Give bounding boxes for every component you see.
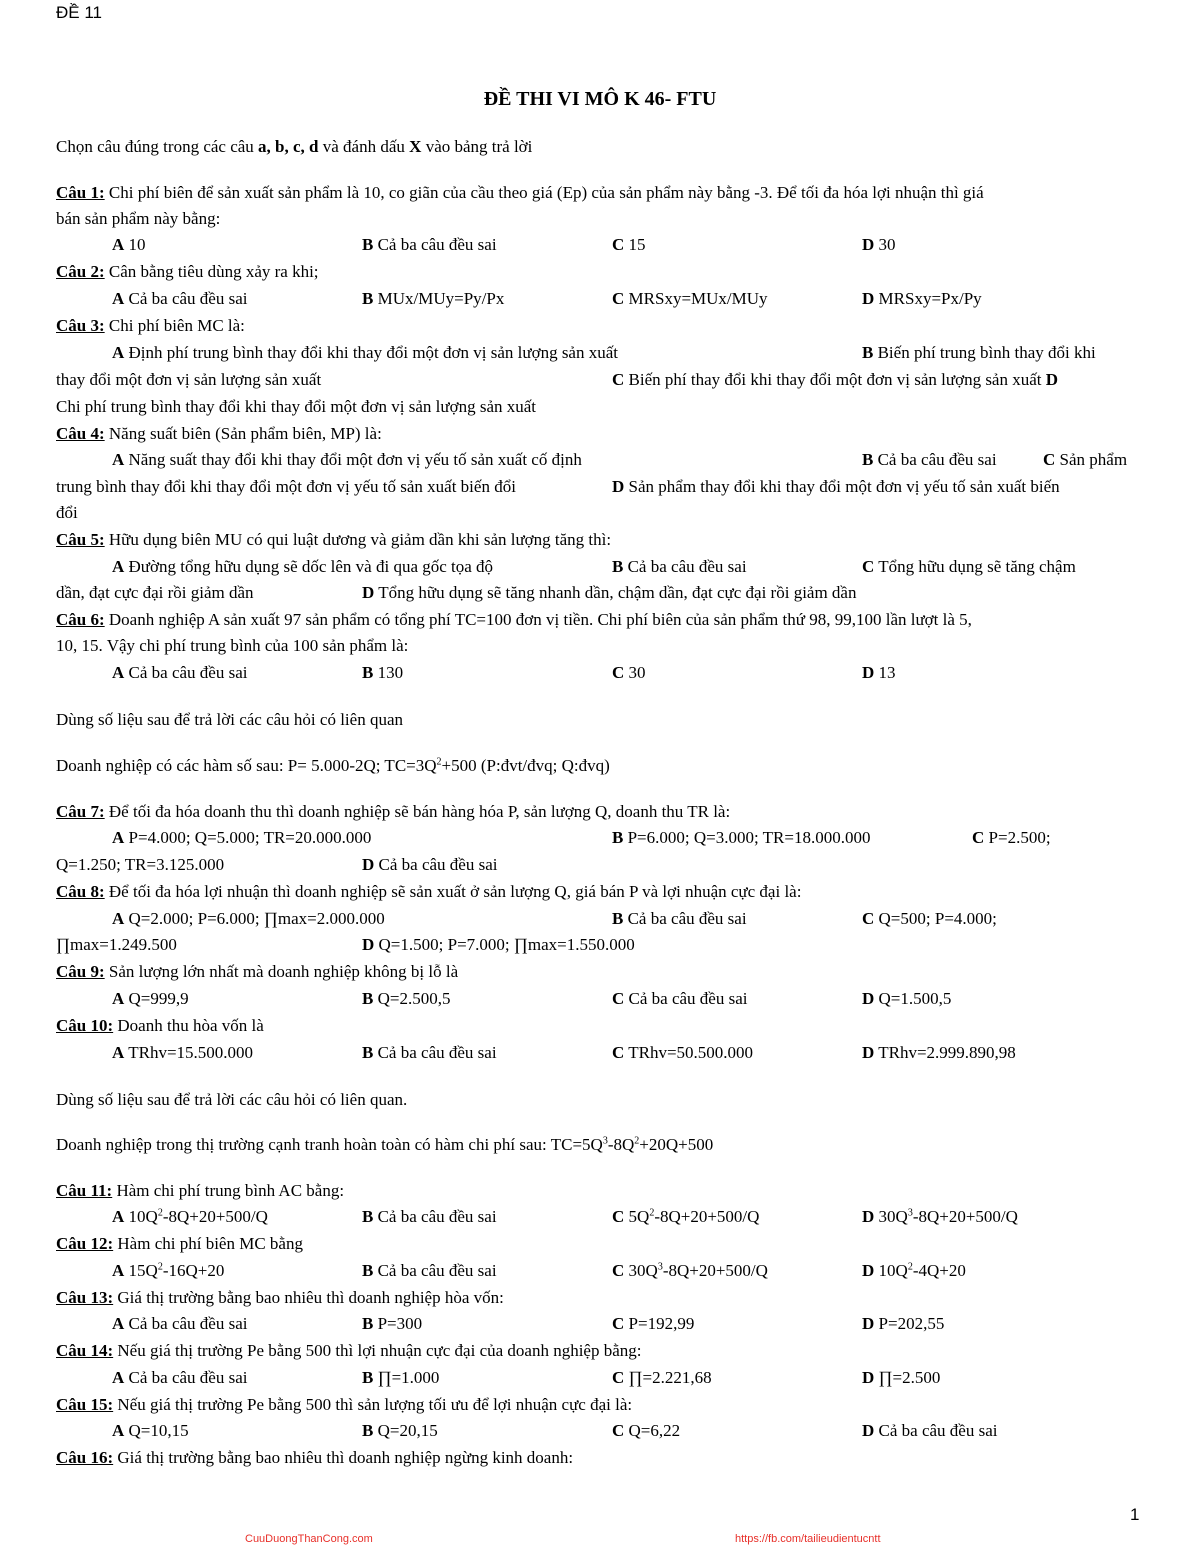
q10-option-c: C TRhv=50.500.000 <box>612 1043 754 1062</box>
demand-cost-functions: Doanh nghiệp có các hàm số sau: P= 5.000-2Q; $TC=3Q^2+500$ (P:đvt/đvq; Q:đvq) <box>56 756 610 775</box>
question-5: Câu 5: Hữu dụng biên MU có qui luật dương và giảm dần khi sản lượng tăng thì: <box>56 530 612 549</box>
q7-option-b: B P=6.000; Q=3.000; TR=18.000.000 <box>612 828 871 847</box>
q8-option-d: D Q=1.500; P=7.000; ∏max=1.550.000 <box>362 935 635 954</box>
q3-option-d: Chi phí trung bình thay đổi khi thay đổi một đơn vị sản lượng sản xuất <box>56 397 537 416</box>
q6-option-b: B 130 <box>362 663 404 682</box>
question-13: Câu 13: Giá thị trường bằng bao nhiêu thì doanh nghiệp hòa vốn: <box>56 1288 504 1307</box>
q4-option-d-cont: đổi <box>56 503 78 522</box>
q8-option-c-cont: ∏max=1.249.500 <box>56 935 177 954</box>
q5-option-c-cont: dần, đạt cực đại rồi giảm dần <box>56 583 254 602</box>
q10-option-a: A TRhv=15.500.000 <box>112 1043 254 1062</box>
q7-option-c-cont: Q=1.250; TR=3.125.000 <box>56 855 225 874</box>
q3-option-a: A Định phí trung bình thay đổi khi thay đổi một đơn vị sản lượng sản xuất <box>112 343 618 362</box>
q14-option-b: B ∏=1.000 <box>362 1368 440 1387</box>
q11-option-a: A $10Q^2-8Q+20+500/Q$ <box>112 1207 268 1226</box>
q11-option-b: B Cả ba câu đều sai <box>362 1207 497 1226</box>
question-6-cont: 10, 15. Vậy chi phí trung bình của 100 sản phẩm là: <box>56 636 409 655</box>
q6-option-c: C 30 <box>612 663 646 682</box>
q15-option-c: C Q=6,22 <box>612 1421 681 1440</box>
q14-option-d: D ∏=2.500 <box>862 1368 941 1387</box>
q8-option-c: C Q=500; P=4.000; <box>862 909 997 928</box>
q11-option-c: C $5Q^2-8Q+20+500/Q$ <box>612 1207 760 1226</box>
q12-option-d: D $10Q^2-4Q+20$ <box>862 1261 966 1280</box>
data-intro-1: Dùng số liệu sau để trả lời các câu hỏi có liên quan <box>56 710 403 729</box>
document-code: ĐỀ 11 <box>56 3 102 22</box>
q5-option-d: D Tổng hữu dụng sẽ tăng nhanh dần, chậm dần, đạt cực đại rồi giảm dần <box>362 583 857 602</box>
q2-option-b: B MUx/MUy=Py/Px <box>362 289 505 308</box>
q14-option-a: A Cả ba câu đều sai <box>112 1368 248 1387</box>
question-15: Câu 15: Nếu giá thị trường Pe bằng 500 thì sản lượng tối ưu để lợi nhuận cực đại là: <box>56 1395 633 1414</box>
question-9: Câu 9: Sản lượng lớn nhất mà doanh nghiệp không bị lỗ là <box>56 962 459 981</box>
q8-option-b: B Cả ba câu đều sai <box>612 909 747 928</box>
q2-option-c: C MRSxy=MUx/MUy <box>612 289 768 308</box>
q4-option-d: D Sản phẩm thay đổi khi thay đổi một đơn vị yếu tố sản xuất biến <box>612 477 1060 496</box>
q6-option-d: D 13 <box>862 663 896 682</box>
q1-option-d: D 30 <box>862 235 896 254</box>
question-7: Câu 7: Để tối đa hóa doanh thu thì doanh nghiệp sẽ bán hàng hóa P, sản lượng Q, doanh thu TR là: <box>56 802 731 821</box>
q9-option-a: A Q=999,9 <box>112 989 189 1008</box>
question-2: Câu 2: Cân bằng tiêu dùng xảy ra khi; <box>56 262 319 281</box>
question-1-cont: bán sản phẩm này bằng: <box>56 209 221 228</box>
q1-option-c: C 15 <box>612 235 646 254</box>
q10-option-b: B Cả ba câu đều sai <box>362 1043 497 1062</box>
q7-option-d: D Cả ba câu đều sai <box>362 855 498 874</box>
q12-option-b: B Cả ba câu đều sai <box>362 1261 497 1280</box>
q4-option-b: B Cả ba câu đều sai <box>862 450 997 469</box>
q3-option-b: B Biến phí trung bình thay đổi khi <box>862 343 1096 362</box>
page-title: ĐỀ THI VI MÔ K 46- FTU <box>483 88 717 110</box>
q2-option-a: A Cả ba câu đều sai <box>112 289 248 308</box>
question-16: Câu 16: Giá thị trường bằng bao nhiêu thì doanh nghiệp ngừng kinh doanh: <box>56 1448 574 1467</box>
instruction: Chọn câu đúng trong các câu a, b, c, d và đánh dấu X vào bảng trả lời <box>56 137 533 156</box>
data-intro-2: Dùng số liệu sau để trả lời các câu hỏi có liên quan. <box>56 1090 408 1109</box>
q13-option-c: C P=192,99 <box>612 1314 695 1333</box>
q9-option-b: B Q=2.500,5 <box>362 989 451 1008</box>
q10-option-d: D TRhv=2.999.890,98 <box>862 1043 1016 1062</box>
question-10: Câu 10: Doanh thu hòa vốn là <box>56 1016 264 1035</box>
q5-option-c: C Tổng hữu dụng sẽ tăng chậm <box>862 557 1076 576</box>
q12-option-c: C $30Q^3-8Q+20+500/Q$ <box>612 1261 768 1280</box>
q1-option-b: B Cả ba câu đều sai <box>362 235 497 254</box>
footer-facebook-link[interactable]: https://fb.com/tailieudientucntt <box>735 1533 881 1545</box>
q13-option-a: A Cả ba câu đều sai <box>112 1314 248 1333</box>
q9-option-d: D Q=1.500,5 <box>862 989 952 1008</box>
q8-option-a: A Q=2.000; P=6.000; ∏max=2.000.000 <box>112 909 385 928</box>
q7-option-c: C P=2.500; <box>972 828 1051 847</box>
q15-option-b: B Q=20,15 <box>362 1421 438 1440</box>
question-8: Câu 8: Để tối đa hóa lợi nhuận thì doanh nghiệp sẽ sản xuất ở sản lượng Q, giá bán P và lợi nhuận cực đại là: <box>56 882 802 901</box>
q3-option-c: C Biến phí thay đổi khi thay đổi một đơn vị sản lượng sản xuất D <box>612 370 1059 389</box>
question-1: Câu 1: Chi phí biên để sản xuất sản phẩm là 10, co giãn của cầu theo giá (Ep) của sản phẩm này bằng -3. Để tối đa hóa lợi nhuận thì giá <box>56 183 984 202</box>
q2-option-d: D MRSxy=Px/Py <box>862 289 982 308</box>
question-11: Câu 11: Hàm chi phí trung bình AC bằng: <box>56 1181 345 1200</box>
question-4: Câu 4: Năng suất biên (Sản phẩm biên, MP) là: <box>56 424 382 443</box>
q13-option-b: B P=300 <box>362 1314 423 1333</box>
page-number: 1 <box>1130 1505 1140 1524</box>
q15-option-d: D Cả ba câu đều sai <box>862 1421 998 1440</box>
q4-option-a: A Năng suất thay đổi khi thay đổi một đơn vị yếu tố sản xuất cố định <box>112 450 582 469</box>
question-14: Câu 14: Nếu giá thị trường Pe bằng 500 thì lợi nhuận cực đại của doanh nghiệp bằng: <box>56 1341 642 1360</box>
q4-option-c-cont: trung bình thay đổi khi thay đổi một đơn vị yếu tố sản xuất biến đổi <box>56 477 516 496</box>
q12-option-a: A $15Q^2-16Q+20$ <box>112 1261 225 1280</box>
q13-option-d: D P=202,55 <box>862 1314 945 1333</box>
q14-option-c: C ∏=2.221,68 <box>612 1368 712 1387</box>
q15-option-a: A Q=10,15 <box>112 1421 189 1440</box>
q1-option-a: A 10 <box>112 235 146 254</box>
question-12: Câu 12: Hàm chi phí biên MC bằng <box>56 1234 303 1253</box>
cost-function: Doanh nghiệp trong thị trường cạnh tranh hoàn toàn có hàm chi phí sau: $TC=5Q^3-8Q^2+20Q+500$ <box>56 1135 714 1154</box>
footer-source-link[interactable]: CuuDuongThanCong.com <box>245 1533 373 1545</box>
q9-option-c: C Cả ba câu đều sai <box>612 989 748 1008</box>
question-3: Câu 3: Chi phí biên MC là: <box>56 316 245 335</box>
q3-option-b-cont: thay đổi một đơn vị sản lượng sản xuất <box>56 370 322 389</box>
q5-option-b: B Cả ba câu đều sai <box>612 557 747 576</box>
q11-option-d: D $30Q^3-8Q+20+500/Q$ <box>862 1207 1018 1226</box>
question-6: Câu 6: Doanh nghiệp A sản xuất 97 sản phẩm có tổng phí TC=100 đơn vị tiền. Chi phí biên của sản phẩm thứ 98, 99,100 lần lượt là 5, <box>56 610 972 629</box>
q6-option-a: A Cả ba câu đều sai <box>112 663 248 682</box>
q7-option-a: A P=4.000; Q=5.000; TR=20.000.000 <box>112 828 372 847</box>
q5-option-a: A Đường tổng hữu dụng sẽ dốc lên và đi qua gốc tọa độ <box>112 557 494 576</box>
q4-option-c: C Sản phẩm <box>1043 450 1128 469</box>
